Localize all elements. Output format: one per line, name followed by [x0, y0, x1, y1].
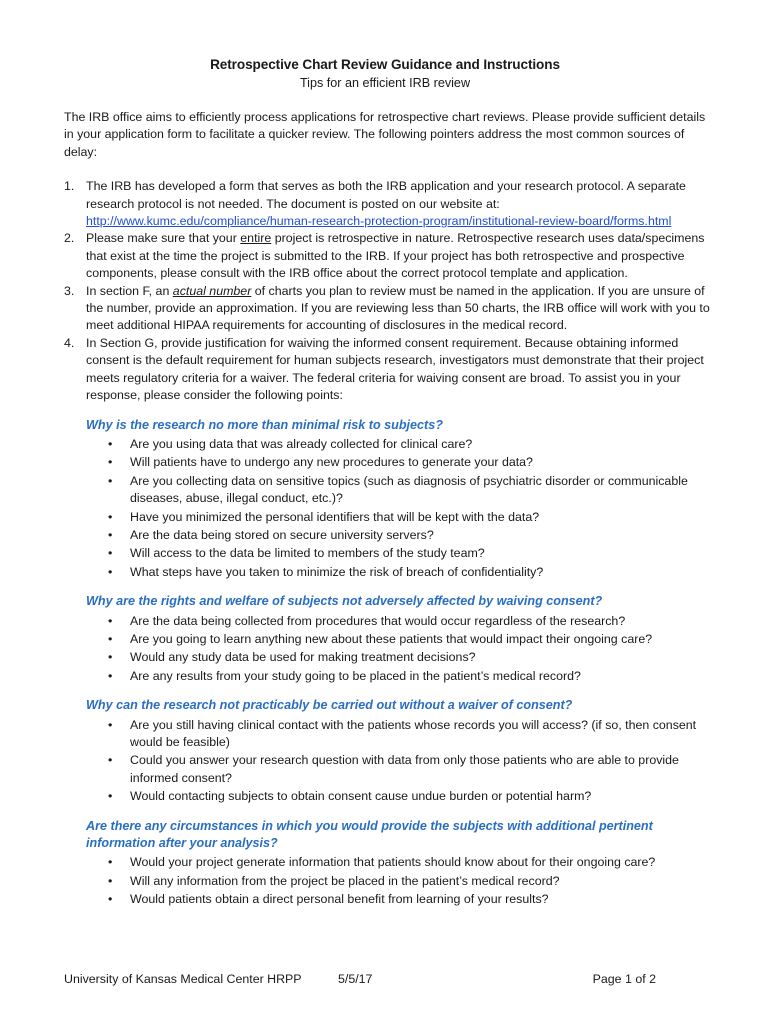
section-minimal-risk — [86, 417, 714, 582]
bullet-text: Are the data being stored on secure university servers? — [130, 527, 434, 542]
bullet-icon: • — [108, 668, 113, 683]
bullet-icon: • — [108, 509, 113, 524]
bullet-text: Would contacting subjects to obtain consent cause undue burden or potential harm? — [130, 789, 592, 804]
list-item-3 — [64, 283, 714, 335]
section-practicability — [86, 697, 714, 805]
bullet-text: What steps have you taken to minimize the risk of breach of confidentiality? — [130, 564, 544, 579]
bullet-text: Would any study data be used for making treatment decisions? — [130, 650, 476, 665]
bullet-icon: • — [108, 789, 113, 804]
bullet-text: Will patients have to undergo any new procedures to generate your data? — [130, 455, 533, 470]
list-item-text-post: of charts you plan to review must be named in the application. If you are unsure of the number, provide an approximation. If you are reviewing less than 50 charts, the IRB office will work with you to meet additional HIPAA requirements for accounting of disclosures in the medical record. — [86, 283, 710, 333]
list-item-4 — [64, 335, 714, 405]
bullet-icon: • — [108, 717, 113, 732]
bullet-item — [86, 527, 714, 544]
section-heading: Why is the research no more than minimal risk to subjects? — [86, 417, 443, 432]
footer-organization: University of Kansas Medical Center HRPP — [64, 972, 302, 986]
emphasis-entire: entire — [240, 231, 272, 246]
section-heading: Why are the rights and welfare of subjects not adversely affected by waiving consent? — [86, 594, 603, 609]
bullet-text: Are you going to learn anything new about these patients that would impact their ongoing care? — [130, 631, 653, 646]
bullet-item — [86, 545, 714, 562]
bullet-item — [86, 717, 714, 752]
bullet-icon: • — [108, 564, 113, 579]
section-rights-welfare — [86, 593, 714, 685]
bullet-icon: • — [108, 650, 113, 665]
document-body — [64, 109, 714, 910]
numbered-list — [64, 178, 714, 404]
list-item-text-pre: In section F, an — [86, 283, 173, 298]
bullet-item — [86, 436, 714, 453]
bullet-list — [86, 436, 714, 581]
list-item-text-post: project is retrospective in nature. Retrospective research uses data/specimens that exist at the time the project is submitted to the IRB. If your project has both retrospective and prospective components, please consult with the IRB office about the correct protocol template and application. — [86, 231, 705, 281]
bullet-text: Would patients obtain a direct personal benefit from learning of your results? — [130, 892, 549, 907]
document-subtitle: Tips for an efficient IRB review — [299, 76, 471, 90]
bullet-item — [86, 752, 714, 787]
list-number: 2. — [64, 231, 75, 246]
bullet-text: Are any results from your study going to be placed in the patient’s medical record? — [130, 668, 581, 683]
bullet-icon: • — [108, 855, 113, 870]
intro-paragraph: The IRB office aims to efficiently process applications for retrospective chart reviews. Please provide sufficient details in your application form to facilitate a quicker review. The following pointers address the most common sources of delay: — [64, 110, 706, 159]
bullet-list — [86, 717, 714, 806]
bullet-icon: • — [108, 613, 113, 628]
forms-link[interactable]: http://www.kumc.edu/compliance/human-research-protection-program/institutional-review-board/forms.html — [86, 214, 672, 229]
bullet-item — [86, 613, 714, 630]
bullet-list — [86, 854, 714, 908]
bullet-icon: • — [108, 873, 113, 888]
bullet-text: Would your project generate information that patients should know about for their ongoing care? — [130, 855, 656, 870]
bullet-text: Are you still having clinical contact with the patients whose records you will access? (if so, then consent would be feasible) — [130, 717, 697, 749]
bullet-icon: • — [108, 631, 113, 646]
bullet-item — [86, 854, 714, 871]
bullet-item — [86, 788, 714, 805]
bullet-item — [86, 509, 714, 526]
bullet-text: Have you minimized the personal identifiers that will be kept with the data? — [130, 509, 540, 524]
section-additional-information — [86, 818, 714, 909]
section-heading: Are there any circumstances in which you would provide the subjects with additional pertinent information after your analysis? — [86, 818, 653, 851]
bullet-item — [86, 473, 714, 508]
bullet-icon: • — [108, 892, 113, 907]
list-item-1 — [64, 178, 714, 230]
list-item-2 — [64, 230, 714, 282]
bullet-icon: • — [108, 473, 113, 488]
bullet-text: Are the data being collected from procedures that would occur regardless of the research? — [130, 613, 626, 628]
list-number: 3. — [64, 283, 75, 298]
list-number: 1. — [64, 179, 75, 194]
bullet-icon: • — [108, 546, 113, 561]
bullet-item — [86, 564, 714, 581]
bullet-item — [86, 649, 714, 666]
list-item-text: In Section G, provide justification for waiving the informed consent requirement. Because obtaining informed consent is the default requirement for human subjects research, investigators must demonstrate that their project meets regulatory criteria for a waiver. The federal criteria for waiving consent are broad. To assist you in your response, please consider the following points: — [86, 335, 704, 403]
list-number: 4. — [64, 335, 75, 350]
bullet-text: Are you using data that was already collected for clinical care? — [130, 436, 473, 451]
bullet-item — [86, 891, 714, 908]
bullet-text: Will any information from the project be placed in the patient’s medical record? — [130, 873, 560, 888]
footer-date: 5/5/17 — [338, 972, 373, 986]
list-item-text-pre: Please make sure that your — [86, 231, 241, 246]
footer-page-number: Page 1 of 2 — [592, 972, 656, 986]
bullet-text: Are you collecting data on sensitive topics (such as diagnosis of psychiatric disorder or communicable diseases, abuse, illegal conduct, etc.)? — [130, 473, 688, 506]
bullet-icon: • — [108, 436, 113, 451]
document-title: Retrospective Chart Review Guidance and Instructions — [210, 57, 560, 72]
bullet-text: Will access to the data be limited to members of the study team? — [130, 546, 485, 561]
bullet-icon: • — [108, 753, 113, 768]
bullet-item — [86, 631, 714, 648]
bullet-icon: • — [108, 527, 113, 542]
bullet-item — [86, 668, 714, 685]
bullet-list — [86, 613, 714, 686]
section-heading: Why can the research not practicably be carried out without a waiver of consent? — [86, 698, 573, 713]
list-item-text: The IRB has developed a form that serves as both the IRB application and your research protocol. A separate research protocol is not needed. The document is posted on our website at: — [86, 179, 686, 211]
bullet-item — [86, 873, 714, 890]
bullet-icon: • — [108, 455, 113, 470]
emphasis-actual-number: actual number — [172, 283, 252, 298]
bullet-item — [86, 454, 714, 471]
bullet-text: Could you answer your research question with data from only those patients who are able to provide informed consent? — [130, 753, 679, 785]
